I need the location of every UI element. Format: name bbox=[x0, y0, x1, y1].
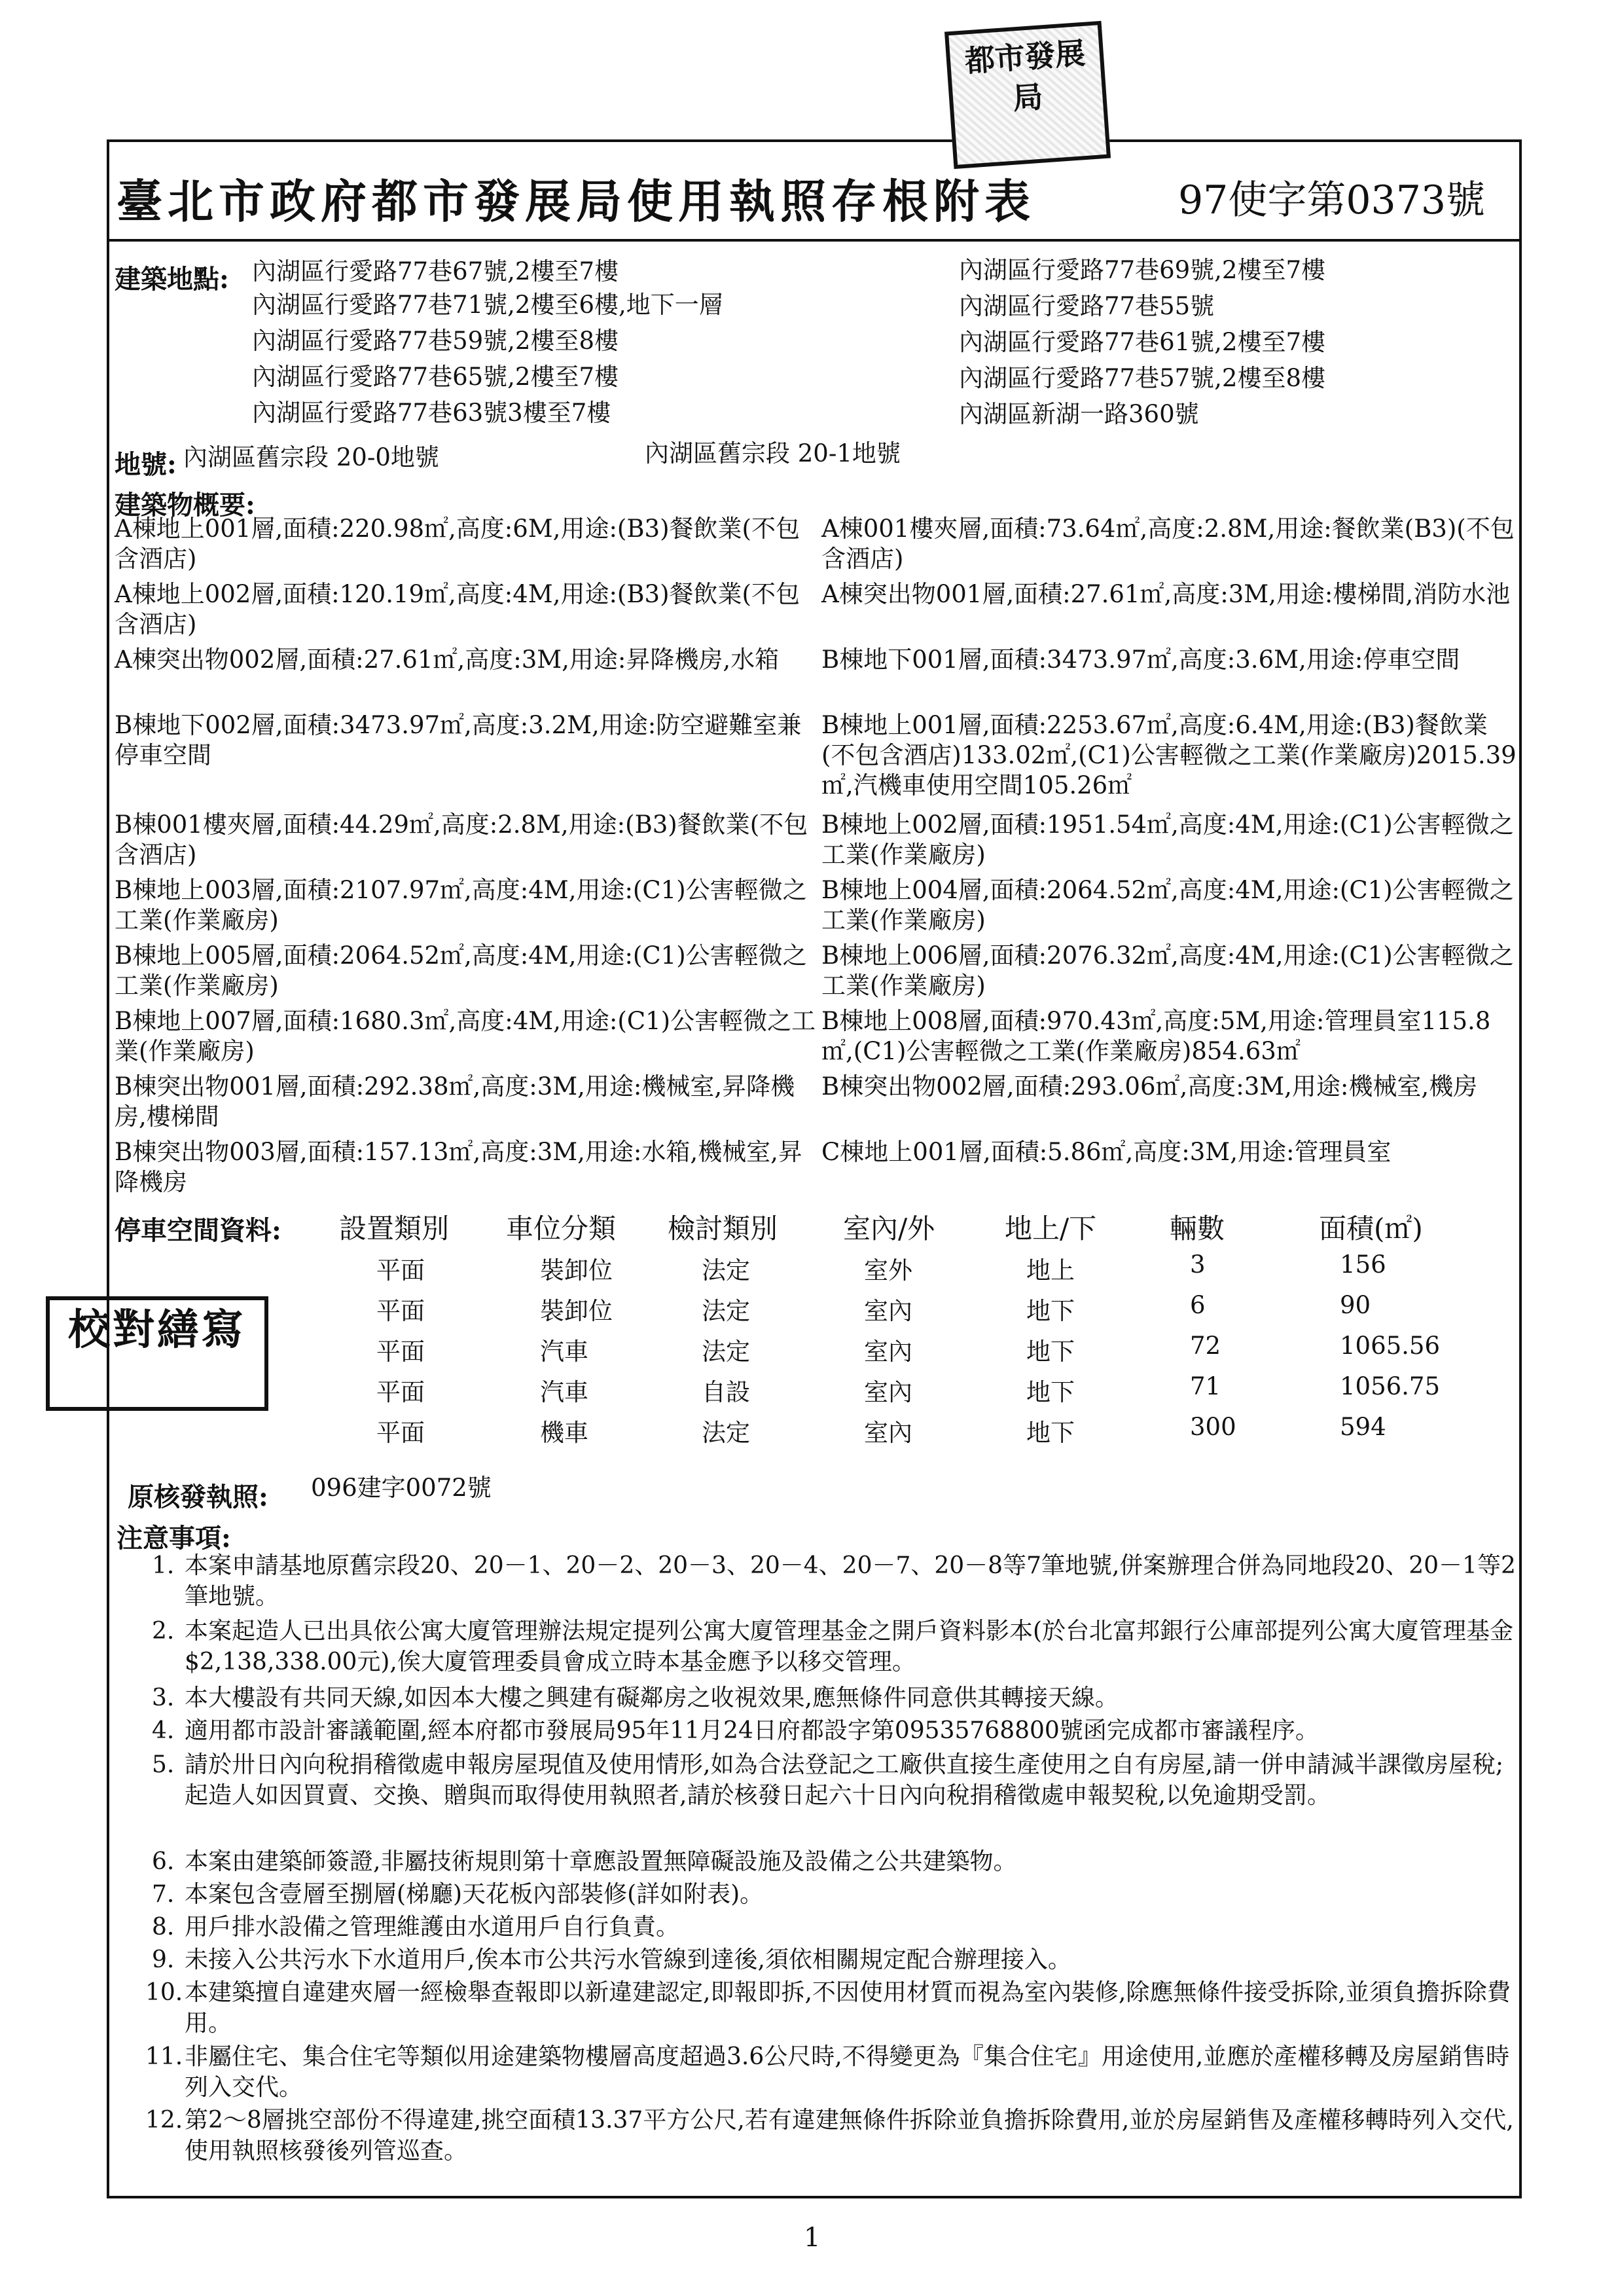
overview-entry: A棟突出物002層,面積:27.61㎡,高度:3M,用途:昇降機房,水箱 bbox=[115, 646, 780, 674]
address-line: 內湖區行愛路77巷59號,2樓至8樓 bbox=[252, 327, 619, 355]
official-seal-stamp: 都市發展局 bbox=[944, 21, 1111, 169]
parking-cell: 法定 bbox=[702, 1419, 750, 1447]
parking-cell: 法定 bbox=[702, 1338, 750, 1366]
overview-entry: B棟地上003層,面積:2107.97㎡,高度:4M,用途:(C1)公害輕微之工業(作業廠房) bbox=[115, 876, 807, 934]
address-line: 內湖區行愛路77巷69號,2樓至7樓 bbox=[959, 256, 1326, 284]
address-line: 內湖區行愛路77巷57號,2樓至8樓 bbox=[959, 364, 1326, 392]
lot-number-right: 內湖區舊宗段 20-1地號 bbox=[645, 439, 901, 467]
parking-cell: 法定 bbox=[702, 1297, 750, 1325]
parking-header-level: 地上/下 bbox=[1005, 1212, 1097, 1245]
parking-cell: 汽車 bbox=[540, 1378, 588, 1406]
note-text: 用戶排水設備之管理維護由水道用戶自行負責。 bbox=[185, 1914, 680, 1941]
address-list-left bbox=[252, 252, 619, 291]
parking-cell: 裝卸位 bbox=[540, 1297, 613, 1325]
note-item bbox=[152, 1550, 1520, 1613]
parking-cell: 地下 bbox=[1026, 1419, 1075, 1447]
note-number: 6. bbox=[152, 1848, 175, 1875]
note-text: 第2～8層挑空部份不得違建,挑空面積13.37平方公尺,若有違建無條件拆除並負擔拆除費用,並於房屋銷售及產權移轉時列入交代,使用執照核發後列管巡查。 bbox=[185, 2107, 1514, 2164]
address-line: 內湖區行愛路77巷61號,2樓至7樓 bbox=[959, 328, 1326, 356]
note-number: 8. bbox=[152, 1914, 175, 1941]
overview-entry: B棟突出物001層,面積:292.38㎡,高度:3M,用途:機械室,昇降機房,樓梯間 bbox=[115, 1072, 795, 1131]
note-item bbox=[152, 1616, 1520, 1678]
parking-header-count: 輛數 bbox=[1170, 1212, 1225, 1245]
overview-entry: B棟地上005層,面積:2064.52㎡,高度:4M,用途:(C1)公害輕微之工業(作業廠房) bbox=[115, 941, 807, 1000]
note-text: 本案起造人已出具依公寓大廈管理辦法規定提列公寓大廈管理基金之開戶資料影本(於台北富邦銀行公庫部提列公寓大廈管理基金$2,138,338.00元),俟大廈管理委員會成立時本基金應予以移交管理。 bbox=[185, 1618, 1514, 1675]
original-permit-label: 原核發執照: bbox=[128, 1482, 268, 1512]
overview-entry: B棟突出物002層,面積:293.06㎡,高度:3M,用途:機械室,機房 bbox=[821, 1072, 1478, 1101]
parking-cell: 地下 bbox=[1026, 1378, 1075, 1406]
overview-entry: A棟地上002層,面積:120.19㎡,高度:4M,用途:(B3)餐飲業(不包含酒店) bbox=[115, 580, 800, 638]
note-item bbox=[152, 1912, 1520, 1943]
note-text: 本案由建築師簽證,非屬技術規則第十章應設置無障礙設施及設備之公共建築物。 bbox=[185, 1848, 1017, 1875]
note-number: 12. bbox=[145, 2107, 183, 2134]
note-item bbox=[152, 1715, 1520, 1747]
parking-header-area: 面積(㎡) bbox=[1319, 1212, 1423, 1245]
note-number: 3. bbox=[152, 1685, 175, 1711]
note-text: 本大樓設有共同天線,如因本大樓之興建有礙鄰房之收視效果,應無條件同意供其轉接天線。 bbox=[185, 1685, 1119, 1711]
note-text: 請於卅日內向稅捐稽徵處申報房屋現值及使用情形,如為合法登記之工廠供直接生產使用之自有房屋,請一併申請減半課徵房屋稅;起造人如因買賣、交換、贈與而取得使用執照者,請於核發日起六十日內向稅捐稽徵處申報契稅,以免逾期受罰。 bbox=[185, 1751, 1504, 1809]
parking-cell: 1056.75 bbox=[1340, 1372, 1441, 1400]
lot-number-left: 內湖區舊宗段 20-0地號 bbox=[183, 443, 439, 471]
overview-label: 建築物概要: bbox=[115, 490, 255, 520]
parking-cell: 平面 bbox=[376, 1297, 425, 1325]
parking-cell: 室內 bbox=[864, 1419, 912, 1447]
address-line: 內湖區行愛路77巷67號,2樓至7樓 bbox=[252, 257, 619, 285]
parking-cell: 自設 bbox=[702, 1378, 750, 1406]
parking-cell: 平面 bbox=[376, 1338, 425, 1366]
parking-cell: 機車 bbox=[540, 1419, 588, 1447]
overview-entry: B棟地上004層,面積:2064.52㎡,高度:4M,用途:(C1)公害輕微之工業(作業廠房) bbox=[821, 876, 1514, 934]
address-line: 內湖區行愛路77巷63號3樓至7樓 bbox=[252, 399, 611, 427]
parking-cell: 平面 bbox=[376, 1256, 425, 1285]
overview-col-left bbox=[115, 514, 818, 1203]
note-number: 7. bbox=[152, 1881, 175, 1908]
note-text: 非屬住宅、集合住宅等類似用途建築物樓層高度超過3.6公尺時,不得變更為『集合住宅』用途使用,並應於產權移轉及房屋銷售時列入交代。 bbox=[185, 2043, 1510, 2101]
note-text: 本建築擅自違建夾層一經檢舉查報即以新違建認定,即報即拆,不因使用材質而視為室內裝修,除應無條件接受拆除,並須負擔拆除費用。 bbox=[185, 1979, 1511, 2037]
overview-entry: B棟地上007層,面積:1680.3㎡,高度:4M,用途:(C1)公害輕微之工業(作業廠房) bbox=[115, 1007, 816, 1065]
parking-header-type: 設置類別 bbox=[339, 1212, 450, 1245]
address-list-right bbox=[959, 252, 1325, 432]
parking-cell: 156 bbox=[1340, 1250, 1386, 1279]
parking-cell: 71 bbox=[1190, 1372, 1221, 1400]
note-item bbox=[152, 1749, 1520, 1844]
overview-entry: A棟001樓夾層,面積:73.64㎡,高度:2.8M,用途:餐飲業(B3)(不包含酒店) bbox=[821, 515, 1515, 573]
page-number: 1 bbox=[804, 2223, 821, 2253]
parking-cell: 平面 bbox=[376, 1419, 425, 1447]
note-item bbox=[152, 1683, 1520, 1714]
address-line: 內湖區行愛路77巷65號,2樓至7樓 bbox=[252, 363, 619, 391]
overview-entry: B棟地下001層,面積:3473.97㎡,高度:3.6M,用途:停車空間 bbox=[821, 646, 1460, 674]
parking-cell: 300 bbox=[1190, 1413, 1236, 1441]
parking-cell: 室內 bbox=[864, 1378, 912, 1406]
note-number: 5. bbox=[152, 1751, 175, 1778]
parking-cell: 室外 bbox=[864, 1256, 912, 1285]
address-line: 內湖區行愛路77巷71號,2樓至6樓,地下一層 bbox=[252, 291, 723, 319]
overview-entry: B棟突出物003層,面積:157.13㎡,高度:3M,用途:水箱,機械室,昇降機房 bbox=[115, 1138, 802, 1196]
document-title: 臺北市政府都市發展局使用執照存根附表 bbox=[117, 174, 1035, 228]
overview-entry: A棟地上001層,面積:220.98㎡,高度:6M,用途:(B3)餐飲業(不包含酒店) bbox=[115, 515, 800, 573]
note-item bbox=[145, 2041, 1520, 2104]
address-line: 內湖區行愛路77巷55號 bbox=[959, 292, 1215, 320]
note-item bbox=[152, 1846, 1520, 1878]
parking-cell: 6 bbox=[1190, 1291, 1206, 1319]
address-list-left-cont bbox=[252, 287, 723, 431]
note-text: 本案包含壹層至捌層(梯廳)天花板內部裝修(詳如附表)。 bbox=[185, 1881, 764, 1908]
note-number: 1. bbox=[152, 1552, 175, 1579]
original-permit-value: 096建字0072號 bbox=[311, 1474, 492, 1502]
parking-header-space: 車位分類 bbox=[506, 1212, 617, 1245]
parking-label: 停車空間資料: bbox=[115, 1215, 281, 1246]
note-text: 未接入公共污水下水道用戶,俟本市公共污水管線到達後,須依相關規定配合辦理接入。 bbox=[185, 1946, 1071, 1973]
parking-cell: 594 bbox=[1340, 1413, 1386, 1441]
parking-cell: 平面 bbox=[376, 1378, 425, 1406]
parking-cell: 72 bbox=[1190, 1332, 1221, 1360]
note-number: 2. bbox=[152, 1618, 175, 1645]
note-item bbox=[152, 1944, 1520, 1976]
note-number: 11. bbox=[145, 2043, 183, 2070]
address-line: 內湖區新湖一路360號 bbox=[959, 400, 1199, 428]
note-text: 本案申請基地原舊宗段20、20－1、20－2、20－3、20－4、20－7、20－8等7筆地號,併案辦理合併為同地段20、20－1等2筆地號。 bbox=[185, 1552, 1516, 1610]
overview-entry: B棟地上002層,面積:1951.54㎡,高度:4M,用途:(C1)公害輕微之工業(作業廠房) bbox=[821, 811, 1514, 869]
parking-cell: 1065.56 bbox=[1340, 1332, 1441, 1360]
lot-label: 地號: bbox=[115, 449, 177, 480]
overview-col-right bbox=[821, 514, 1519, 1203]
overview-entry: B棟地上001層,面積:2253.67㎡,高度:6.4M,用途:(B3)餐飲業(不包含酒店)133.02㎡,(C1)公害輕微之工業(作業廠房)2015.39㎡,汽機車使用空間105.26㎡ bbox=[821, 711, 1517, 799]
parking-cell: 室內 bbox=[864, 1297, 912, 1325]
parking-header-review: 檢討類別 bbox=[668, 1212, 778, 1245]
parking-cell: 地上 bbox=[1026, 1256, 1075, 1285]
parking-cell: 地下 bbox=[1026, 1338, 1075, 1366]
parking-cell: 90 bbox=[1340, 1291, 1371, 1319]
overview-entry: B棟001樓夾層,面積:44.29㎡,高度:2.8M,用途:(B3)餐飲業(不包含酒店) bbox=[115, 811, 808, 869]
parking-cell: 3 bbox=[1190, 1250, 1206, 1279]
proofread-stamp: 校對繕寫 bbox=[46, 1296, 268, 1411]
note-text: 適用都市設計審議範圍,經本府都市發展局95年11月24日府都設字第09535768800號函完成都市審議程序。 bbox=[185, 1717, 1319, 1744]
note-item bbox=[145, 1977, 1520, 2039]
parking-cell: 法定 bbox=[702, 1256, 750, 1285]
note-item bbox=[152, 1879, 1520, 1910]
overview-entry: B棟地下002層,面積:3473.97㎡,高度:3.2M,用途:防空避難室兼停車空間 bbox=[115, 711, 802, 769]
overview-entry: A棟突出物001層,面積:27.61㎡,高度:3M,用途:樓梯間,消防水池 bbox=[821, 580, 1511, 608]
note-number: 9. bbox=[152, 1946, 175, 1973]
overview-entry: B棟地上008層,面積:970.43㎡,高度:5M,用途:管理員室115.8㎡,(C1)公害輕微之工業(作業廠房)854.63㎡ bbox=[821, 1007, 1491, 1065]
parking-cell: 地下 bbox=[1026, 1297, 1075, 1325]
overview-entry: B棟地上006層,面積:2076.32㎡,高度:4M,用途:(C1)公害輕微之工業(作業廠房) bbox=[821, 941, 1514, 1000]
address-label: 建築地點: bbox=[115, 264, 229, 295]
notes-label: 注意事項: bbox=[117, 1523, 231, 1554]
parking-cell: 裝卸位 bbox=[540, 1256, 613, 1285]
parking-cell: 汽車 bbox=[540, 1338, 588, 1366]
title-divider bbox=[107, 239, 1522, 242]
overview-entry: C棟地上001層,面積:5.86㎡,高度:3M,用途:管理員室 bbox=[821, 1138, 1392, 1166]
parking-cell: 室內 bbox=[864, 1338, 912, 1366]
parking-header-indoor: 室內/外 bbox=[843, 1212, 935, 1245]
permit-number: 97使字第0373號 bbox=[1178, 177, 1486, 223]
note-number: 10. bbox=[145, 1979, 183, 2006]
note-number: 4. bbox=[152, 1717, 175, 1744]
note-item bbox=[145, 2105, 1520, 2167]
